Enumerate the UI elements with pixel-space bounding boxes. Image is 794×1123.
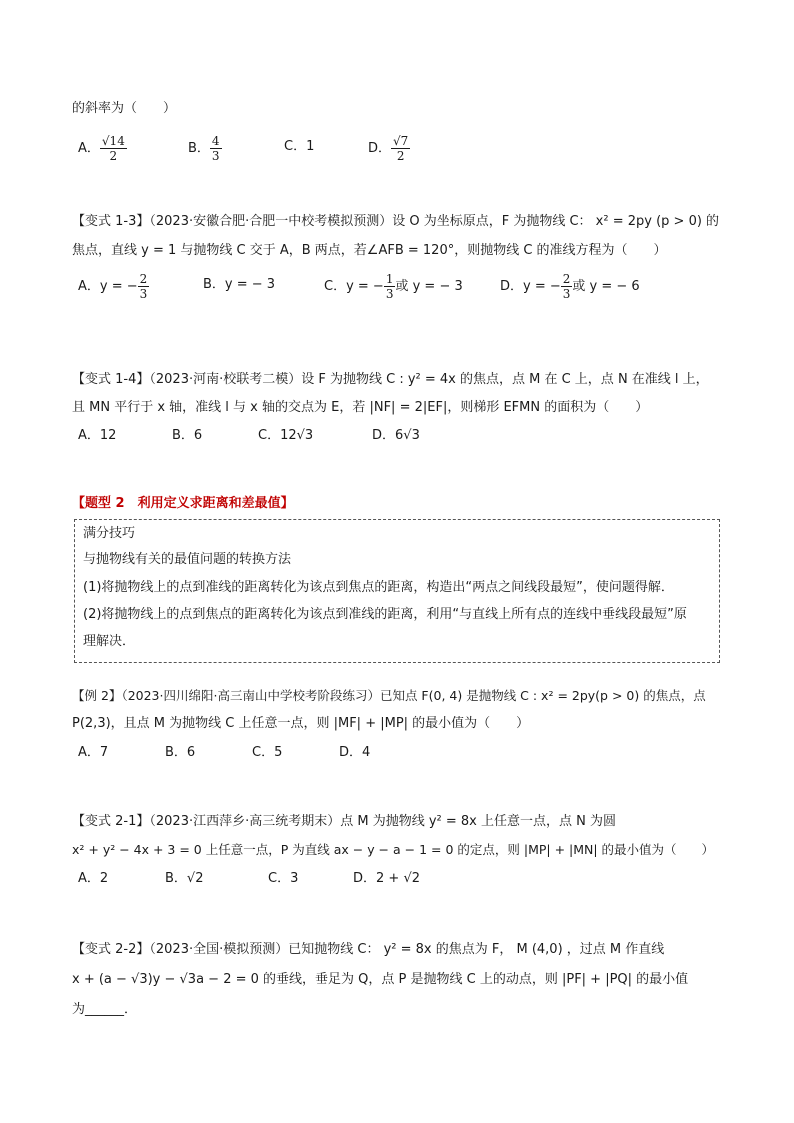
q1-3-option-c: C．y = − $\frac{1}{3}$ 或 y = − 3 <box>324 272 463 301</box>
ex2-option-a: A．7 <box>78 745 109 760</box>
q1-3-option-a: A．y = − $\frac{2}{3}$ <box>78 272 148 301</box>
section-2-title: 【题型 2 利用定义求距离和差最值】 <box>72 496 294 511</box>
q1-3-text1: 设 O 为坐标原点，F 为抛物线 C： x² = 2py (p > 0) 的 <box>392 214 720 229</box>
q2-1-line2: x² + y² − 4x + 3 = 0 上任意一点，P 为直线 ax − y − a − 1 = 0 的定点，则 |MP| + |MN| 的最小值为（ ） <box>72 842 715 857</box>
q2-2-tag: 【变式 2-2】 <box>72 942 150 957</box>
ex2-tag: 【例 2】 <box>72 688 122 703</box>
q1-4-text1: 设 F 为抛物线 C : y² = 4x 的焦点，点 M 在 C 上，点 N 在准线 l 上， <box>301 372 709 387</box>
q2-1-text1: 点 M 为抛物线 y² = 8x 上任意一点，点 N 为圆 <box>340 814 616 829</box>
q2-1-tag: 【变式 2-1】 <box>72 814 150 829</box>
q1-4-option-b: B．6 <box>172 428 203 443</box>
ex2-option-c: C．5 <box>252 745 283 760</box>
q2-2-text1: 已知抛物线 C： y² = 8x 的焦点为 F， M (4,0) ，过点 M 作直线 <box>288 942 665 957</box>
q1-4-option-d: D．6√3 <box>372 428 420 443</box>
q1-3-line2: 焦点，直线 y = 1 与抛物线 C 交于 A，B 两点，若∠AFB = 120°，则抛物线 C 的准线方程为（ ） <box>72 243 667 258</box>
q1-4-option-a: A．12 <box>78 428 117 443</box>
ex2-option-d: D．4 <box>339 745 371 760</box>
q2-1-option-b: B．√2 <box>165 871 204 886</box>
q2-2-line2: x + (a − √3)y − √3a − 2 = 0 的垂线，垂足为 Q，点 P 是抛物线 C 上的动点，则 |PF| + |PQ| 的最小值 <box>72 972 689 987</box>
q2-2-line1 <box>72 940 664 960</box>
ex2-line2: P(2,3)，且点 M 为抛物线 C 上任意一点，则 |MF| + |MP| 的最小值为（ ） <box>72 716 530 731</box>
q2-2-source: （2023·全国·模拟预测） <box>149 942 289 957</box>
q2-2-line3: 为______． <box>72 1002 138 1017</box>
tip-box-line-1: 与抛物线有关的最值问题的转换方法 <box>83 552 292 567</box>
q1-2-tail: 的斜率为（ ） <box>72 101 177 116</box>
q1-3-option-d: D．y = − $\frac{2}{3}$ 或 y = − 6 <box>500 272 640 301</box>
q2-1-option-d: D．2 + √2 <box>353 871 420 886</box>
ex2-source: （2023·四川绵阳·高三南山中学校考阶段练习） <box>121 688 380 703</box>
q2-1-line1 <box>72 812 616 832</box>
q2-1-option-c: C．3 <box>268 871 299 886</box>
ex2-text1: 已知点 F(0, 4) 是抛物线 C : x² = 2py(p > 0) 的焦点，点 <box>379 688 706 703</box>
q1-4-tag: 【变式 1-4】 <box>72 372 150 387</box>
tip-box-line-2: (1)将抛物线上的点到准线的距离转化为该点到焦点的距离，构造出“两点之间线段最短”，使问题得解． <box>83 580 674 595</box>
q1-2-option-b: B． $\frac{4}{3}$ <box>188 134 220 163</box>
ex2-option-b: B．6 <box>165 745 196 760</box>
tip-box <box>74 519 720 663</box>
q1-2-option-c: C．1 <box>284 139 315 154</box>
tip-box-title: 满分技巧 <box>83 526 136 541</box>
q1-3-line1 <box>72 212 719 232</box>
q2-1-option-a: A．2 <box>78 871 109 886</box>
q1-3-tag: 【变式 1-3】 <box>72 214 150 229</box>
q1-3-option-b: B．y = − 3 <box>203 277 276 292</box>
q1-3-source: （2023·安徽合肥·合肥一中校考模拟预测） <box>149 214 393 229</box>
q2-1-source: （2023·江西萍乡·高三统考期末） <box>149 814 341 829</box>
tip-box-line-4: 理解决． <box>83 634 136 649</box>
q1-4-source: （2023·河南·校联考二模） <box>149 372 302 387</box>
q1-2-option-d: D． $\frac{√7}{2}$ <box>368 134 409 163</box>
ex2-line1 <box>72 686 706 706</box>
q1-2-option-a: A． $\frac{√14}{2}$ <box>78 134 125 163</box>
q1-4-line2: 且 MN 平行于 x 轴，准线 l 与 x 轴的交点为 E，若 |NF| = 2|EF|，则梯形 EFMN 的面积为（ ） <box>72 400 649 415</box>
tip-box-line-3: (2)将抛物线上的点到焦点的距离转化为该点到准线的距离，利用“与直线上所有点的连线中垂线段最短”原 <box>83 607 687 622</box>
q1-4-line1 <box>72 370 709 390</box>
q1-4-option-c: C．12√3 <box>258 428 314 443</box>
